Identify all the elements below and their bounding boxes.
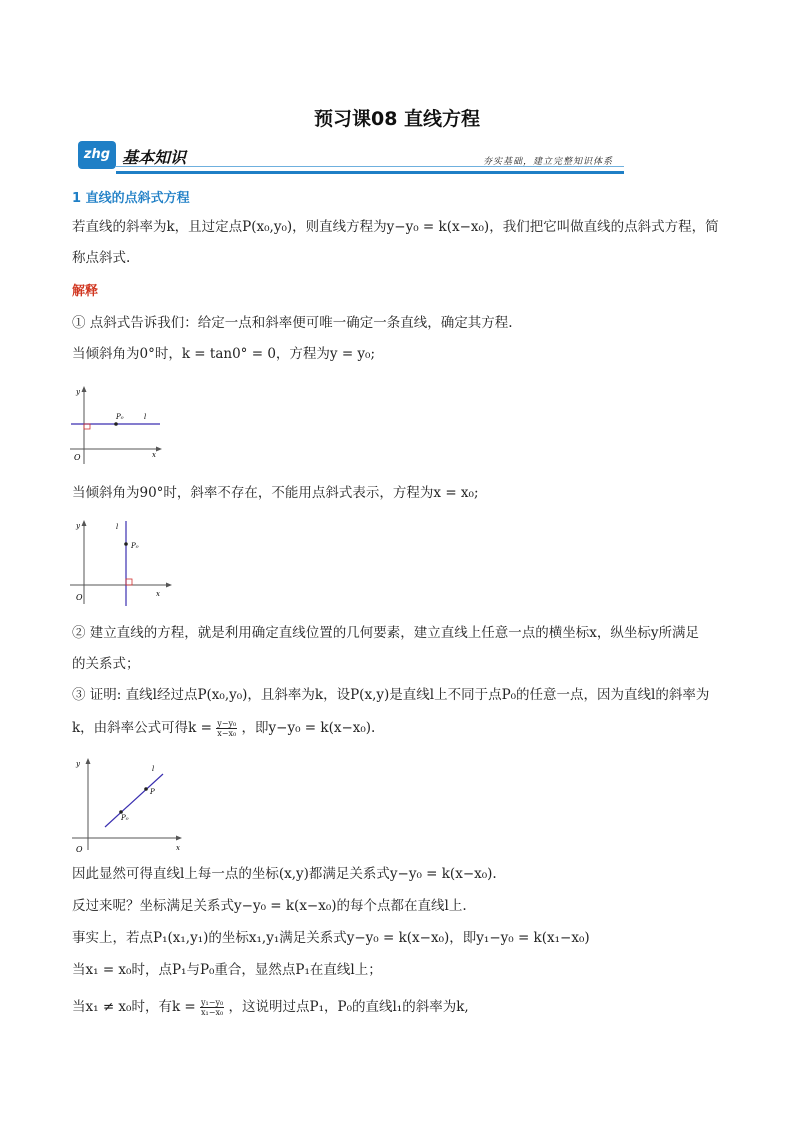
y-label: y — [76, 388, 80, 396]
section-heading: 1 直线的点斜式方程 — [72, 191, 190, 206]
definition-line-1: 若直线的斜率为k，且过定点P(x₀,y₀)，则直线方程为y−y₀ = k(x−x₀)，我们把它叫做直线的点斜式方程，简 — [72, 219, 719, 235]
figure-oblique-line — [68, 756, 186, 854]
paragraph-4b: 的关系式； — [72, 656, 140, 672]
point-p — [144, 787, 148, 791]
explain-label: 解释 — [72, 284, 99, 299]
p5b-suffix: ，即y−y₀ = k(x−x₀). — [241, 720, 376, 736]
l-label: l — [152, 765, 155, 773]
fraction-numerator: y−y₀ — [217, 719, 237, 728]
banner-rule — [116, 171, 624, 174]
x-label: x — [152, 451, 156, 459]
line-l — [105, 774, 163, 827]
point-p0 — [124, 542, 128, 546]
origin-label: O — [76, 845, 83, 854]
x-axis-arrow — [176, 836, 182, 841]
paragraph-5b — [72, 718, 732, 738]
p5b-prefix: k，由斜率公式可得k = — [72, 720, 212, 736]
page-title: 预习课08 直线方程 — [313, 108, 481, 130]
banner-title: 基本知识 — [122, 148, 187, 167]
x-axis-arrow — [166, 583, 172, 588]
banner-slogan: 夯实基础，建立完整知识体系 — [483, 157, 614, 167]
paragraph-3: 当倾斜角为90°时，斜率不存在，不能用点斜式表示，方程为x = x₀; — [72, 485, 479, 501]
p0-label: P₀ — [116, 413, 124, 421]
x-axis-arrow — [156, 447, 162, 452]
paragraph-7: 反过来呢？坐标满足关系式y−y₀ = k(x−x₀)的每个点都在直线l上. — [72, 898, 467, 914]
x-label: x — [176, 844, 180, 852]
p-label: P — [150, 788, 155, 796]
x-label: x — [156, 590, 160, 598]
paragraph-10 — [72, 997, 732, 1017]
paragraph-2: 当倾斜角为0°时，k = tan0° = 0，方程为y = y₀; — [72, 346, 376, 362]
fraction-numerator: y₁−y₀ — [201, 998, 224, 1007]
paragraph-9: 当x₁ = x₀时，点P₁与P₀重合，显然点P₁在直线l上； — [72, 962, 382, 978]
y-axis-arrow — [82, 520, 87, 526]
y-label: y — [76, 522, 80, 530]
paragraph-8: 事实上，若点P₁(x₁,y₁)的坐标x₁,y₁满足关系式y−y₀ = k(x−x₀)，即y₁−y₀ = k(x₁−x₀) — [72, 930, 590, 946]
p10-suffix: ，这说明过点P₁，P₀的直线l₁的斜率为k, — [228, 999, 469, 1015]
paragraph-5a: ③ 证明: 直线l经过点P(x₀,y₀)，且斜率为k，设P(x,y)是直线l上不同于点P₀的任意一点，因为直线l的斜率为 — [72, 687, 710, 703]
l-label: l — [144, 413, 147, 421]
origin-label: O — [74, 453, 81, 462]
p0-label: P₀ — [121, 814, 129, 822]
p10-prefix: 当x₁ ≠ x₀时，有k = — [72, 999, 196, 1015]
right-angle-mark — [84, 424, 90, 429]
paragraph-6: 因此显然可得直线l上每一点的坐标(x,y)都满足关系式y−y₀ = k(x−x₀). — [72, 866, 497, 882]
paragraph-4a: ② 建立直线的方程，就是利用确定直线位置的几何要素，建立直线上任意一点的横坐标x，纵坐标y所满足 — [72, 625, 700, 641]
definition-line-2: 称点斜式. — [72, 250, 131, 266]
origin-label: O — [76, 593, 83, 602]
point-p0 — [114, 422, 118, 426]
p0-label: P₀ — [131, 542, 139, 550]
figure-vertical-line — [68, 518, 176, 608]
slope-fraction — [216, 719, 237, 738]
y-axis-arrow — [86, 758, 91, 764]
fraction-denominator: x−x₀ — [217, 729, 237, 738]
paragraph-1: ① 点斜式告诉我们：给定一点和斜率便可唯一确定一条直线，确定其方程. — [72, 315, 513, 331]
l-label: l — [116, 523, 119, 531]
slope-fraction-2 — [200, 998, 224, 1017]
zhg-logo-badge: zhg — [78, 141, 116, 169]
right-angle-mark — [126, 579, 132, 585]
fraction-denominator: x₁−x₀ — [201, 1008, 224, 1017]
y-axis-arrow — [82, 386, 87, 392]
y-label: y — [76, 760, 80, 768]
figure-horizontal-line — [68, 384, 168, 468]
